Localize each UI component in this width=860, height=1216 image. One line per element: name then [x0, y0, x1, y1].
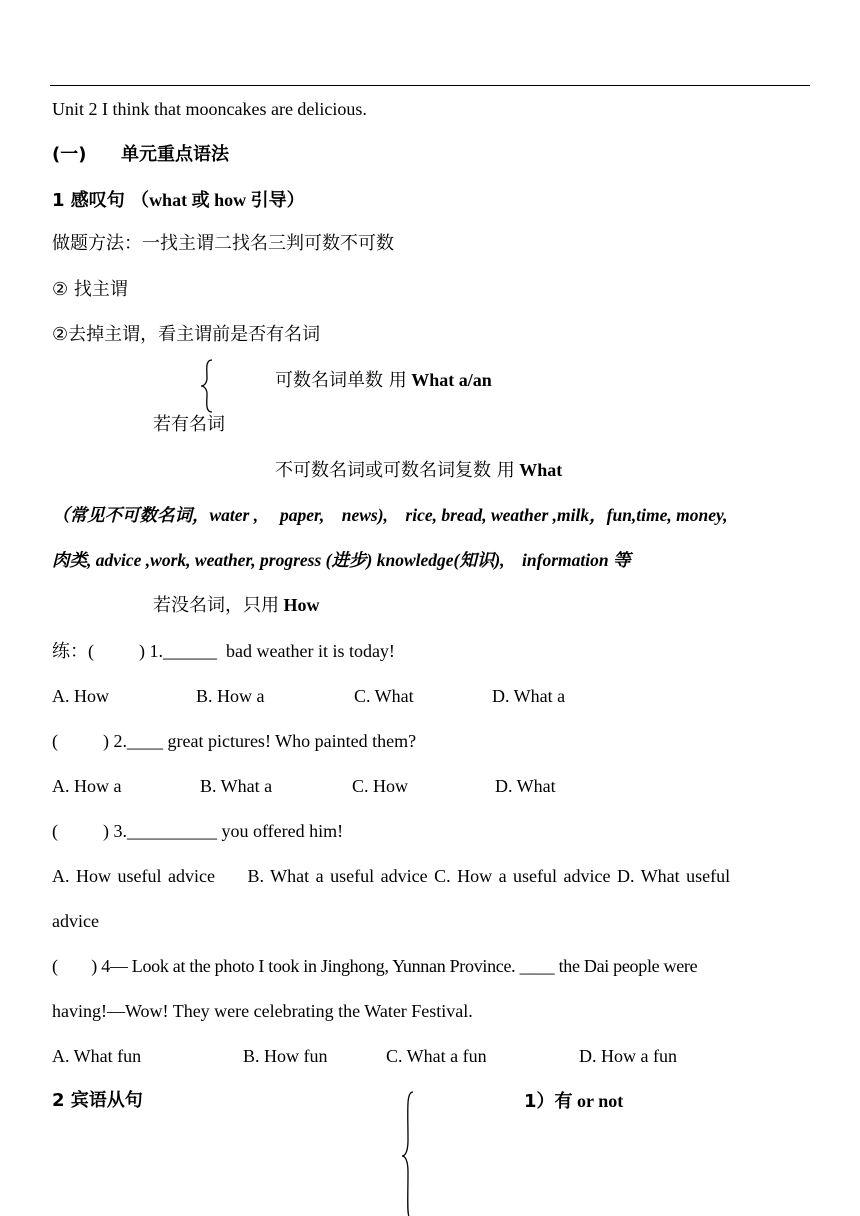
question-1-option-b: B. How a	[196, 686, 265, 706]
question-1-option-d: D. What a	[492, 686, 566, 706]
question-4-option-c: C. What a fun	[386, 1046, 487, 1066]
uncountable-examples-line2: 肉类, advice ,work, weather, progress (进步) knowledge(知识), information 等	[52, 550, 631, 570]
object-clause-rule-1: 1）有 or not	[524, 1091, 624, 1112]
rule-has-noun: 若有名词	[153, 414, 225, 435]
rule-no-noun: 若没名词，只用 How	[153, 595, 320, 616]
section-number: (一)	[52, 144, 87, 165]
question-2-option-d: D. What	[495, 776, 556, 796]
page-title: Unit 2 I think that mooncakes are delicious.	[52, 99, 367, 119]
question-4-stem: ( ) 4— Look at the photo I took in Jinghong, Yunnan Province. ____ the Dai people were	[52, 956, 698, 976]
topic-heading-exclamation: 1 感叹句 （what 或 how 引导）	[52, 190, 305, 211]
question-2-option-b: B. What a	[200, 776, 273, 796]
question-1-option-c: C. What	[354, 686, 414, 706]
question-3-stem: ( ) 3.__________ you offered him!	[52, 821, 344, 841]
section-heading	[52, 144, 229, 166]
method-text: 做题方法：一找主谓二找名三判可数不可数	[52, 233, 394, 254]
topic-heading-object-clause: 2 宾语从句	[52, 1090, 143, 1111]
question-2-option-c: C. How	[352, 776, 409, 796]
rule-uncountable: 不可数名词或可数名词复数 用 What	[275, 460, 563, 481]
question-4-option-d: D. How a fun	[579, 1046, 677, 1066]
brace-icon	[198, 358, 218, 414]
question-4-option-b: B. How fun	[243, 1046, 328, 1066]
question-1-stem: 练：( ) 1.______ bad weather it is today!	[52, 641, 395, 661]
section-label: 单元重点语法	[121, 144, 230, 165]
step-two: ②去掉主谓，看主谓前是否有名词	[52, 324, 321, 345]
step-one: ② 找主谓	[52, 279, 128, 300]
rule-countable: 可数名词单数 用 What a/an	[275, 370, 492, 391]
question-4-option-a: A. What fun	[52, 1046, 142, 1066]
question-3-options: A. How useful advice B. What a useful advice C. How a useful advice D. What useful	[52, 866, 731, 886]
question-4-stem-continued: having!—Wow! They were celebrating the Water Festival.	[52, 1001, 473, 1021]
header-rule	[50, 85, 810, 86]
question-3-options-continued: advice	[52, 911, 99, 931]
question-1-option-a: A. How	[52, 686, 109, 706]
brace-icon-large	[399, 1090, 419, 1216]
question-2-stem: ( ) 2.____ great pictures! Who painted them?	[52, 731, 417, 751]
uncountable-examples-line1: （常见不可数名词，water , paper, news), rice, bread, weather ,milk，fun,time, money,	[52, 505, 728, 525]
question-2-option-a: A. How a	[52, 776, 122, 796]
